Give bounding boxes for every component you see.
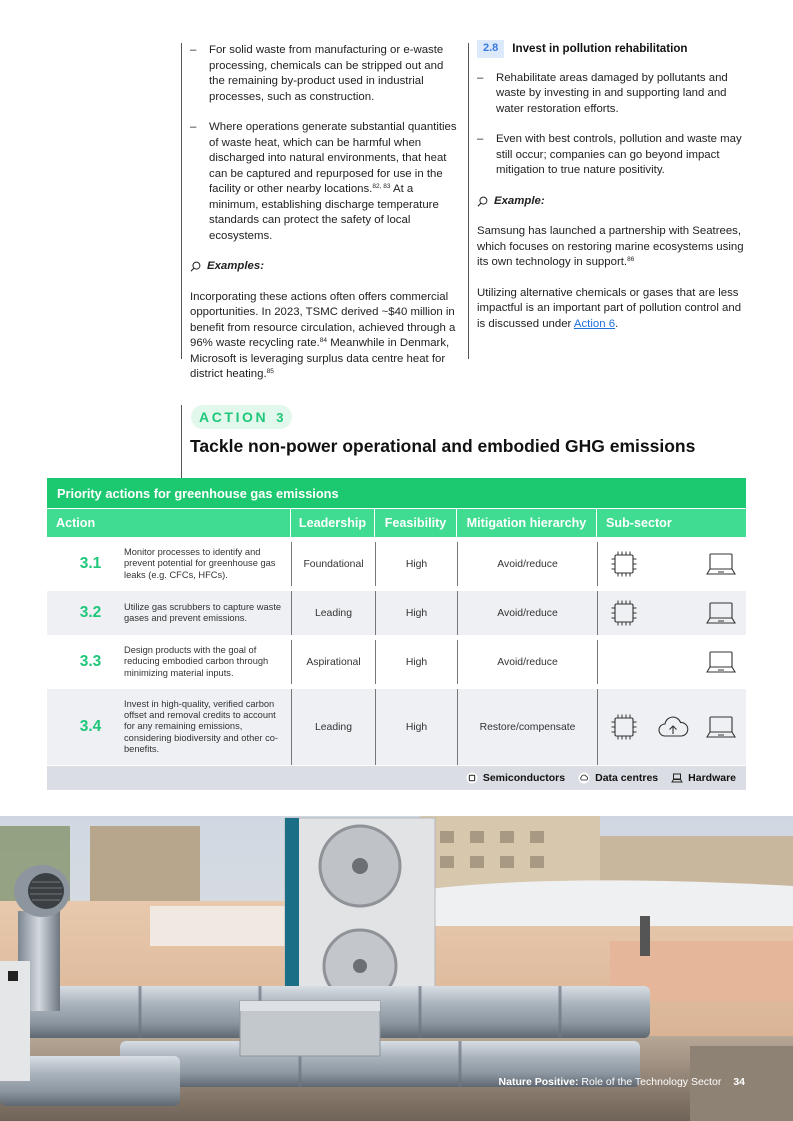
header-mitigation: Mitigation hierarchy <box>457 509 597 537</box>
section-title: Invest in pollution rehabilitation <box>512 42 688 55</box>
table-title: Priority actions for greenhouse gas emissions <box>47 478 746 508</box>
examples-heading: Examples: <box>190 259 460 275</box>
action-desc: Utilize gas scrubbers to capture waste gases and prevent emissions. <box>124 601 282 623</box>
bullet-text: For solid waste from manufacturing or e-waste processing, chemicals can be stripped out and the remaining by-product used in industrial processes, such as construction. <box>209 44 444 103</box>
examples-paragraph: Incorporating these actions often offers commercial opportunities. In 2023, TSMC derived ~$40 million in benefit from resource circulation, achieved through a 96% waste recycling rate.$^{84}$ Meanwhile in Denmark, Microsoft is leveraging surplus data centre heat for district heating.$^{85}$ <box>190 290 456 380</box>
action-number: 3 <box>276 409 284 425</box>
example-paragraph: Samsung has launched a partnership with Seatrees, which focuses on restoring marine ecosystems using its own technology in support.$^{86}$ <box>477 225 744 268</box>
bullet-text-tail: At a minimum, establishing discharge temperature standards can protect the safety of local ecosystems. <box>209 183 439 242</box>
left-column-rule <box>181 43 182 359</box>
leadership-cell: Leading <box>291 689 375 765</box>
chip-icon <box>608 550 640 578</box>
bullet-text: Where operations generate substantial quantities of waste heat, which can be harmful when discharged into natural environments, that heat can be captured and repurposed for use in the facility or other nearby locations. <box>209 121 457 195</box>
table-row <box>47 591 746 635</box>
subsector-cell <box>597 689 746 765</box>
chip-icon <box>466 772 478 784</box>
mitigation-cell: Restore/compensate <box>457 689 597 765</box>
cloud-upload-icon <box>578 772 590 784</box>
table-row <box>47 689 746 765</box>
legend-semiconductors: Semiconductors <box>466 772 565 784</box>
right-column-rule <box>468 43 469 359</box>
legend-hardware: Hardware <box>671 772 736 784</box>
subsector-cell <box>597 591 746 635</box>
laptop-icon <box>705 599 737 627</box>
table-row <box>47 542 746 586</box>
chemicals-paragraph: Utilizing alternative chemicals or gases that are less impactful is an important part of pollution control and is discussed under Action 6. <box>477 286 742 330</box>
action-id: 3.4 <box>79 718 102 735</box>
list-item: – Even with best controls, pollution and waste may still occur; companies can go beyond impact mitigation to true nature positivity. <box>477 133 742 176</box>
laptop-icon <box>705 648 737 676</box>
subsector-cell <box>597 542 746 586</box>
right-column <box>477 43 747 347</box>
action-id: 3.2 <box>79 604 102 621</box>
page-number: 34 <box>733 1076 745 1088</box>
list-item: – Where operations generate substantial quantities of waste heat, which can be harmful when discharged into natural environments, that heat can be captured and repurposed for use in the facility or other nearby locations.$^{82, 83}$ At a minimum, establishing discharge temperature standards can protect the safety of local ecosystems. <box>190 121 457 242</box>
action-id: 3.3 <box>79 653 102 670</box>
list-item: – For solid waste from manufacturing or e-waste processing, chemicals can be stripped out and the remaining by-product used in industrial processes, such as construction. <box>190 44 444 103</box>
mitigation-cell: Avoid/reduce <box>457 542 597 586</box>
laptop-icon <box>671 772 683 784</box>
feasibility-cell: High <box>375 640 457 684</box>
search-icon <box>477 196 488 207</box>
action-badge <box>191 405 292 429</box>
footer-brand: Nature Positive: <box>498 1076 579 1088</box>
action-desc: Monitor processes to identify and prevent potential for greenhouse gas leaks (e.g. CFCs, HFCs). <box>124 547 276 580</box>
leadership-cell: Aspirational <box>291 640 375 684</box>
subsector-legend <box>47 766 746 790</box>
action-6-link[interactable]: Action 6 <box>573 317 616 330</box>
action-rule <box>181 405 182 478</box>
feasibility-cell: High <box>375 542 457 586</box>
subsector-cell <box>597 640 746 684</box>
list-item: – Rehabilitate areas damaged by pollutants and waste by investing in and supporting land and water restoration efforts. <box>477 71 728 115</box>
table-row <box>47 640 746 684</box>
action-id: 3.1 <box>79 555 102 572</box>
footnote-ref: 84 <box>319 337 328 344</box>
search-icon <box>190 261 201 272</box>
header-feasibility: Feasibility <box>375 509 457 537</box>
chip-icon <box>608 599 640 627</box>
footnote-ref: 86 <box>627 256 635 263</box>
page-footer <box>499 1076 745 1088</box>
example-heading: Example: <box>477 194 747 210</box>
header-action: Action <box>47 509 291 537</box>
feasibility-cell: High <box>375 591 457 635</box>
footnote-ref: 85 <box>266 368 274 375</box>
cloud-upload-icon <box>657 713 689 741</box>
footnote-ref: 82, 83 <box>372 183 391 190</box>
legend-data-centres: Data centres <box>578 772 658 784</box>
laptop-icon <box>705 713 737 741</box>
header-subsector: Sub-sector <box>606 516 672 530</box>
left-column <box>190 43 460 398</box>
action-desc: Invest in high-quality, verified carbon offset and removal credits to account for any remaining emissions, considering biodiversity and other co-benefits. <box>124 698 278 754</box>
action-label: ACTION <box>199 409 269 425</box>
mitigation-cell: Avoid/reduce <box>457 591 597 635</box>
chip-icon <box>608 713 640 741</box>
leadership-cell: Foundational <box>291 542 375 586</box>
feasibility-cell: High <box>375 689 457 765</box>
header-leadership: Leadership <box>291 509 375 537</box>
laptop-icon <box>705 550 737 578</box>
action-title: Tackle non-power operational and embodied GHG emissions <box>190 436 696 456</box>
section-heading <box>477 40 747 58</box>
section-number: 2.8 <box>477 40 504 58</box>
action-desc: Design products with the goal of reducing embodied carbon through minimizing material inputs. <box>124 645 269 678</box>
mitigation-cell: Avoid/reduce <box>457 640 597 684</box>
footer-subtitle: Role of the Technology Sector <box>578 1076 722 1088</box>
table-header <box>47 508 746 537</box>
priority-actions-table <box>47 478 746 790</box>
leadership-cell: Leading <box>291 591 375 635</box>
